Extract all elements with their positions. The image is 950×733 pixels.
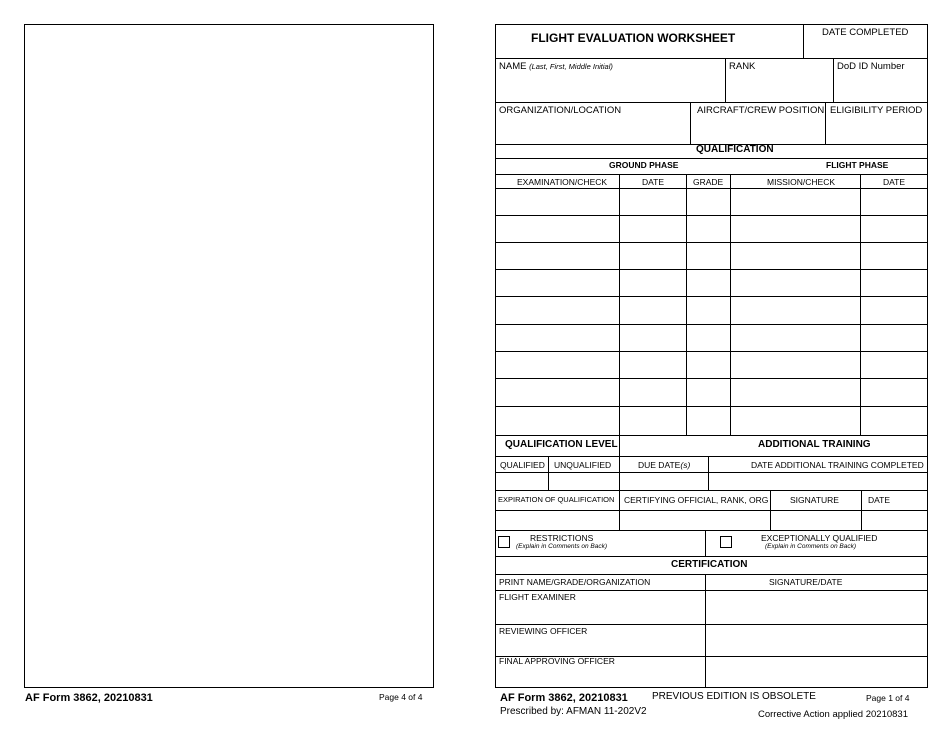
rank-label: RANK bbox=[729, 61, 756, 72]
col-mission-check: MISSION/CHECK bbox=[767, 177, 836, 187]
eligibility-label: ELIGIBILITY PERIOD bbox=[830, 105, 923, 116]
qualification-header: QUALIFICATION bbox=[696, 144, 774, 155]
left-page-frame bbox=[24, 24, 434, 688]
previous-edition-obsolete: PREVIOUS EDITION IS OBSOLETE bbox=[652, 691, 816, 702]
final-approving-officer-label: FINAL APPROVING OFFICER bbox=[499, 656, 615, 666]
org-location-label: ORGANIZATION/LOCATION bbox=[499, 105, 622, 116]
corrective-action: Corrective Action applied 20210831 bbox=[758, 709, 908, 720]
qualified-label: QUALIFIED bbox=[500, 460, 545, 470]
exceptionally-qualified-checkbox[interactable] bbox=[720, 536, 732, 548]
ground-phase-header: GROUND PHASE bbox=[609, 160, 679, 170]
table-row bbox=[495, 324, 928, 325]
due-date-plural: (s) bbox=[680, 460, 691, 470]
certifying-official-label: CERTIFYING OFFICIAL, RANK, ORG bbox=[624, 495, 769, 505]
table-row bbox=[495, 406, 928, 407]
reviewing-officer-label: REVIEWING OFFICER bbox=[499, 626, 588, 636]
left-footer-form-id: AF Form 3862, 20210831 bbox=[25, 692, 153, 704]
name-hint: (Last, First, Middle Initial) bbox=[529, 62, 613, 71]
table-row bbox=[495, 378, 928, 379]
exceptionally-qualified-hint: (Explain in Comments on Back) bbox=[765, 543, 857, 550]
right-footer-page-number: Page 1 of 4 bbox=[866, 693, 910, 703]
prescribed-by: Prescribed by: AFMAN 11-202V2 bbox=[500, 706, 647, 717]
date-completed-label: DATE COMPLETED bbox=[822, 27, 909, 38]
date-label: DATE bbox=[868, 495, 891, 505]
restrictions-checkbox[interactable] bbox=[498, 536, 510, 548]
restrictions-label: RESTRICTIONS bbox=[530, 533, 594, 543]
additional-training-header: ADDITIONAL TRAINING bbox=[758, 439, 871, 450]
aircraft-crew-label: AIRCRAFT/CREW POSITION bbox=[697, 105, 825, 116]
col-ground-date: DATE bbox=[642, 177, 665, 187]
table-row bbox=[495, 242, 928, 243]
table-row bbox=[495, 215, 928, 216]
due-date-text: DUE DATE bbox=[638, 460, 681, 470]
certification-header: CERTIFICATION bbox=[671, 559, 748, 570]
signature-label: SIGNATURE bbox=[790, 495, 839, 505]
print-name-label: PRINT NAME/GRADE/ORGANIZATION bbox=[499, 577, 651, 587]
signature-date-label: SIGNATURE/DATE bbox=[769, 577, 843, 587]
flight-phase-header: FLIGHT PHASE bbox=[826, 160, 889, 170]
right-footer-form-id: AF Form 3862, 20210831 bbox=[500, 692, 628, 704]
table-row bbox=[495, 351, 928, 352]
expiration-label: EXPIRATION OF QUALIFICATION bbox=[498, 495, 615, 504]
table-row bbox=[495, 296, 928, 297]
name-label bbox=[499, 62, 613, 72]
restrictions-hint: (Explain in Comments on Back) bbox=[516, 543, 608, 550]
qualification-level-header: QUALIFICATION LEVEL bbox=[505, 439, 618, 450]
unqualified-label: UNQUALIFIED bbox=[554, 460, 612, 470]
form-title: FLIGHT EVALUATION WORKSHEET bbox=[531, 31, 736, 45]
exceptionally-qualified-label: EXCEPTIONALLY QUALIFIED bbox=[761, 533, 878, 543]
due-date-label bbox=[638, 461, 690, 470]
date-additional-training-completed-label: DATE ADDITIONAL TRAINING COMPLETED bbox=[751, 460, 924, 470]
col-grade: GRADE bbox=[693, 177, 724, 187]
col-exam-check: EXAMINATION/CHECK bbox=[517, 177, 608, 187]
col-flight-date: DATE bbox=[883, 177, 906, 187]
left-footer-page-number: Page 4 of 4 bbox=[379, 692, 423, 702]
dod-id-label: DoD ID Number bbox=[837, 61, 905, 72]
table-row bbox=[495, 269, 928, 270]
name-label-text: NAME bbox=[499, 61, 527, 72]
form-frame bbox=[495, 24, 928, 688]
flight-examiner-label: FLIGHT EXAMINER bbox=[499, 592, 576, 602]
